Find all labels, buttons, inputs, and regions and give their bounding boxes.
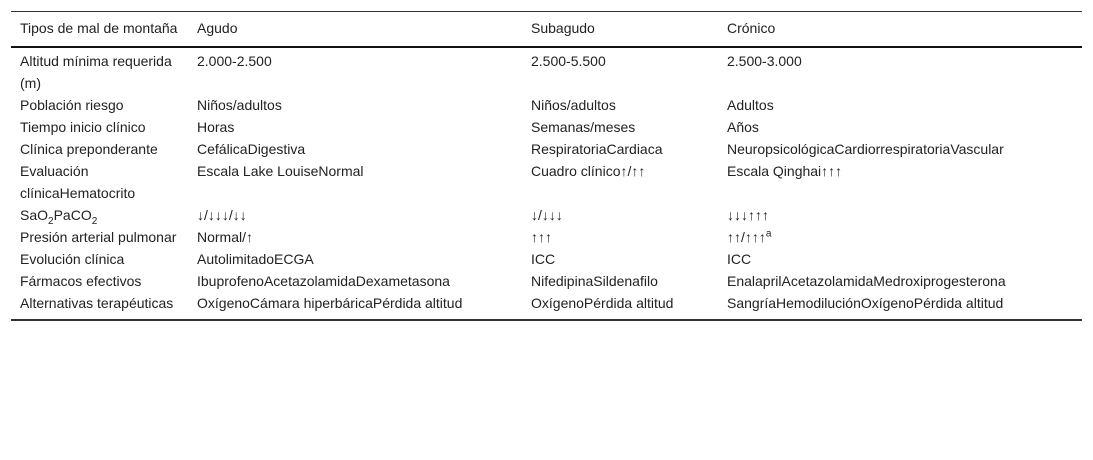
cell-agudo: IbuprofenoAcetazolamidaDexametasona bbox=[197, 273, 450, 289]
row-label bbox=[11, 204, 188, 226]
cell-subagudo: Semanas/meses bbox=[531, 119, 636, 135]
cell-cronico: ICC bbox=[727, 251, 752, 267]
table-row-poblacion bbox=[11, 94, 1082, 116]
table-row-tiempo bbox=[11, 116, 1082, 138]
cell-subagudo: Cuadro clínico↑/↑↑ bbox=[531, 163, 646, 179]
cell-subagudo: 2.500-5.500 bbox=[531, 53, 606, 69]
cell-subagudo: OxígenoPérdida altitud bbox=[531, 295, 674, 311]
cell-agudo: Horas bbox=[197, 119, 235, 135]
cell-cronico: ↓↓↓↑↑↑ bbox=[727, 207, 769, 223]
label-sao: SaO bbox=[20, 207, 49, 223]
table-row-evolucion bbox=[11, 248, 1082, 270]
cell-subagudo: ↑↑↑ bbox=[531, 229, 552, 245]
cell-subagudo: Niños/adultos bbox=[531, 97, 616, 113]
cell-agudo: AutolimitadoECGA bbox=[197, 251, 314, 267]
cell-agudo: CefálicaDigestiva bbox=[197, 141, 306, 157]
label-paco: PaCO bbox=[53, 207, 92, 223]
cell-agudo: OxígenoCámara hiperbáricaPérdida altitud bbox=[197, 295, 463, 311]
table-row-presion bbox=[11, 226, 1082, 248]
table-row-altitud bbox=[11, 47, 1082, 94]
row-label: Evolución clínica bbox=[20, 251, 125, 267]
cell-subagudo: ↓/↓↓↓ bbox=[531, 207, 563, 223]
row-label: Altitud mínima requerida (m) bbox=[20, 53, 172, 91]
cell-agudo: Niños/adultos bbox=[197, 97, 282, 113]
cell-agudo: Normal/↑ bbox=[197, 229, 254, 245]
cell-cronico-value: ↑↑/↑↑↑ bbox=[727, 229, 766, 245]
cell-agudo: 2.000-2.500 bbox=[197, 53, 272, 69]
cell-subagudo: ICC bbox=[531, 251, 556, 267]
cell-agudo: ↓/↓↓↓/↓↓ bbox=[197, 207, 247, 223]
table-row-farmacos bbox=[11, 270, 1082, 292]
header-agudo: Agudo bbox=[197, 20, 238, 36]
cell-cronico: 2.500-3.000 bbox=[727, 53, 802, 69]
mountain-sickness-table bbox=[11, 11, 1082, 321]
cell-cronico: SangríaHemodiluciónOxígenoPérdida altitud bbox=[727, 295, 1004, 311]
table-row-gases bbox=[11, 204, 1082, 226]
row-label: Población riesgo bbox=[20, 97, 124, 113]
row-label: Presión arterial pulmonar bbox=[20, 229, 177, 245]
cell-cronico: EnalaprilAcetazolamidaMedroxiprogesterona bbox=[727, 273, 1006, 289]
table-header bbox=[11, 12, 1082, 48]
row-label: Alternativas terapéuticas bbox=[20, 295, 174, 311]
label-sao-subscript: 2 bbox=[48, 215, 54, 227]
table-row-evaluacion bbox=[11, 160, 1082, 204]
cell-cronico: Escala Qinghai↑↑↑ bbox=[727, 163, 843, 179]
cell-subagudo: RespiratoriaCardiaca bbox=[531, 141, 663, 157]
header-row bbox=[11, 12, 1082, 48]
cell-cronico bbox=[718, 226, 1082, 248]
row-label: Tiempo inicio clínico bbox=[20, 119, 146, 135]
row-label: Evaluación clínicaHematocrito bbox=[20, 163, 136, 201]
table-row-alternativas bbox=[11, 292, 1082, 320]
cell-cronico: NeuropsicológicaCardiorrespiratoriaVascular bbox=[727, 141, 1004, 157]
header-tipos: Tipos de mal de montaña bbox=[20, 20, 178, 36]
footnote-marker: a bbox=[765, 228, 772, 240]
cell-agudo: Escala Lake LouiseNormal bbox=[197, 163, 364, 179]
header-cronico: Crónico bbox=[727, 20, 776, 36]
table-row-clinica bbox=[11, 138, 1082, 160]
header-subagudo: Subagudo bbox=[531, 20, 595, 36]
cell-cronico: Adultos bbox=[727, 97, 774, 113]
table-body bbox=[11, 47, 1082, 320]
cell-cronico: Años bbox=[727, 119, 759, 135]
label-paco-subscript: 2 bbox=[91, 215, 98, 227]
cell-subagudo: NifedipinaSildenafilo bbox=[531, 273, 658, 289]
row-label: Clínica preponderante bbox=[20, 141, 158, 157]
row-label: Fármacos efectivos bbox=[20, 273, 142, 289]
